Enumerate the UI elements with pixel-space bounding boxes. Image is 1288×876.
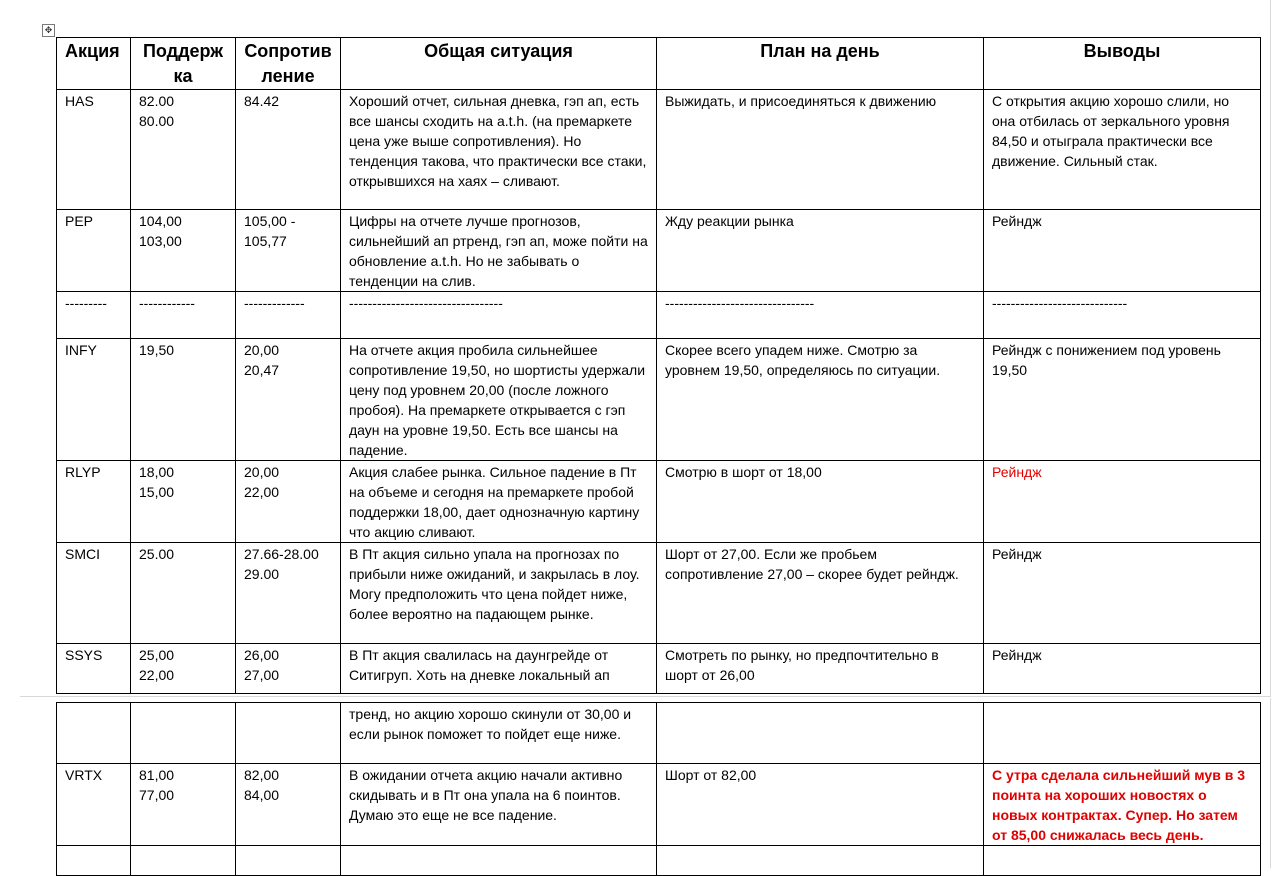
resistance-cell xyxy=(236,461,341,543)
situation-cell: Цифры на отчете лучше прогнозов, сильнейший ап ртренд, гэп ап, може пойти на обновление a.t.h. Но не забывать о тенденции на слив. xyxy=(341,210,657,292)
support-cell xyxy=(131,764,236,846)
plan-cell: Выжидать, и присоединяться к движению xyxy=(657,90,984,210)
conclusion-cell xyxy=(984,703,1261,764)
support-cell xyxy=(131,210,236,292)
situation-cell: тренд, но акцию хорошо скинули от 30,00 и если рынок поможет то пойдет еще ниже. xyxy=(341,703,657,764)
conclusion-cell: С утра сделала сильнейший мув в 3 поинта на хороших новостях о новых контрактах. Супер. Но затем от 85,00 снижалась весь день. xyxy=(984,764,1261,846)
resistance-cell xyxy=(236,210,341,292)
situation-cell: --------------------------------- xyxy=(341,292,657,339)
resistance-value: 20,00 xyxy=(244,342,280,358)
resistance-value: 26,00 xyxy=(244,647,280,663)
support-value: ------------ xyxy=(139,295,195,311)
support-value: 104,00 xyxy=(139,213,182,229)
support-value: 22,00 xyxy=(139,667,175,683)
ticker-cell xyxy=(57,703,131,764)
empty-cell xyxy=(984,846,1261,876)
situation-cell: В ожидании отчета акцию начали активно скидывать и в Пт она упала на 6 поинтов. Думаю это еще не все падение. xyxy=(341,764,657,846)
header-ticker: Акция xyxy=(57,38,131,90)
support-cell xyxy=(131,292,236,339)
header-conclusion: Выводы xyxy=(984,38,1261,90)
empty-cell xyxy=(657,846,984,876)
conclusion-cell: Рейндж xyxy=(984,210,1261,292)
support-value: 80.00 xyxy=(139,113,175,129)
resistance-cell xyxy=(236,339,341,461)
plan-cell: Смотреть по рынку, но предпочтительно в шорт от 26,00 xyxy=(657,644,984,694)
support-value: 25,00 xyxy=(139,647,175,663)
table-row xyxy=(57,644,1261,694)
plan-cell: Шорт от 82,00 xyxy=(657,764,984,846)
header-resistance: Сопротив ление xyxy=(236,38,341,90)
resistance-cell xyxy=(236,644,341,694)
resistance-value: 22,00 xyxy=(244,484,280,500)
conclusion-cell: Рейндж xyxy=(984,461,1261,543)
resistance-value: 20,47 xyxy=(244,362,280,378)
resistance-value: 82,00 xyxy=(244,767,280,783)
conclusion-cell: Рейндж xyxy=(984,644,1261,694)
ticker-cell: --------- xyxy=(57,292,131,339)
header-plan: План на день xyxy=(657,38,984,90)
support-value: 82.00 xyxy=(139,93,175,109)
support-value: 18,00 xyxy=(139,464,175,480)
empty-cell xyxy=(57,846,131,876)
plan-cell: -------------------------------- xyxy=(657,292,984,339)
table-row xyxy=(57,543,1261,644)
resistance-value: 84.42 xyxy=(244,93,280,109)
plan-cell: Шорт от 27,00. Если же пробьем сопротивление 27,00 – скорее будет рейндж. xyxy=(657,543,984,644)
plan-cell xyxy=(657,703,984,764)
resistance-cell xyxy=(236,543,341,644)
support-cell xyxy=(131,644,236,694)
support-value: 103,00 xyxy=(139,233,182,249)
resistance-value: 27,00 xyxy=(244,667,280,683)
trading-plan-table-continued xyxy=(56,702,1261,876)
ticker-cell: RLYP xyxy=(57,461,131,543)
table-header-row xyxy=(57,38,1261,90)
table-row xyxy=(57,292,1261,339)
resistance-value: 84,00 xyxy=(244,787,280,803)
ticker-cell: SSYS xyxy=(57,644,131,694)
table-row xyxy=(57,764,1261,846)
ticker-cell: SMCI xyxy=(57,543,131,644)
resistance-cell xyxy=(236,764,341,846)
ticker-cell: INFY xyxy=(57,339,131,461)
situation-cell: На отчете акция пробила сильнейшее сопротивление 19,50, но шортисты удержали цену под уровнем 20,00 (после ложного пробоя). На премаркете открывается с гэп даун на уровне 19,50. Есть все шансы на падение. xyxy=(341,339,657,461)
table-row xyxy=(57,703,1261,764)
plan-cell: Жду реакции рынка xyxy=(657,210,984,292)
situation-cell: В Пт акция сильно упала на прогнозах по прибыли ниже ожиданий, и закрылась в лоу. Могу предположить что цена пойдет ниже, более вероятно на падающем рынке. xyxy=(341,543,657,644)
resistance-value: 105,00 - xyxy=(244,213,296,229)
table-row xyxy=(57,210,1261,292)
resistance-cell xyxy=(236,292,341,339)
table-row xyxy=(57,339,1261,461)
conclusion-cell: Рейндж с понижением под уровень 19,50 xyxy=(984,339,1261,461)
header-situation: Общая ситуация xyxy=(341,38,657,90)
conclusion-cell: Рейндж xyxy=(984,543,1261,644)
situation-cell: Хороший отчет, сильная дневка, гэп ап, есть все шансы сходить на a.t.h. (на премаркете цена уже выше сопротивления). Но тенденция такова, что практически все стаки, открывшихся на хаях – сливают. xyxy=(341,90,657,210)
plan-cell: Скорее всего упадем ниже. Смотрю за уровнем 19,50, определяюсь по ситуации. xyxy=(657,339,984,461)
resistance-value: 27.66-28.00 xyxy=(244,546,319,562)
support-value: 25.00 xyxy=(139,546,175,562)
conclusion-cell: ----------------------------- xyxy=(984,292,1261,339)
table-row xyxy=(57,461,1261,543)
situation-cell: Акция слабее рынка. Сильное падение в Пт на объеме и сегодня на премаркете пробой поддержки 18,00, дает однозначную картину что акцию сливают. xyxy=(341,461,657,543)
table-row xyxy=(57,846,1261,876)
trading-plan-table xyxy=(56,37,1261,694)
resistance-cell xyxy=(236,90,341,210)
support-value: 77,00 xyxy=(139,787,175,803)
resistance-value: 20,00 xyxy=(244,464,280,480)
support-cell xyxy=(131,703,236,764)
table-move-handle-icon[interactable]: ✥ xyxy=(42,24,55,37)
ticker-cell: PEP xyxy=(57,210,131,292)
support-value: 81,00 xyxy=(139,767,175,783)
support-cell xyxy=(131,339,236,461)
empty-cell xyxy=(341,846,657,876)
ticker-cell: VRTX xyxy=(57,764,131,846)
header-support: Поддерж ка xyxy=(131,38,236,90)
support-cell xyxy=(131,461,236,543)
table-row xyxy=(57,90,1261,210)
conclusion-cell: С открытия акцию хорошо слили, но она отбилась от зеркального уровня 84,50 и отыграла практически все движение. Сильный стак. xyxy=(984,90,1261,210)
empty-cell xyxy=(236,846,341,876)
plan-cell: Смотрю в шорт от 18,00 xyxy=(657,461,984,543)
resistance-cell xyxy=(236,703,341,764)
support-cell xyxy=(131,543,236,644)
support-value: 15,00 xyxy=(139,484,175,500)
empty-cell xyxy=(131,846,236,876)
support-cell xyxy=(131,90,236,210)
resistance-value: 29.00 xyxy=(244,566,280,582)
resistance-value: ------------- xyxy=(244,295,305,311)
situation-cell: В Пт акция свалилась на даунгрейде от Ситигруп. Хоть на дневке локальный ап xyxy=(341,644,657,694)
ticker-cell: HAS xyxy=(57,90,131,210)
support-value: 19,50 xyxy=(139,342,175,358)
resistance-value: 105,77 xyxy=(244,233,287,249)
